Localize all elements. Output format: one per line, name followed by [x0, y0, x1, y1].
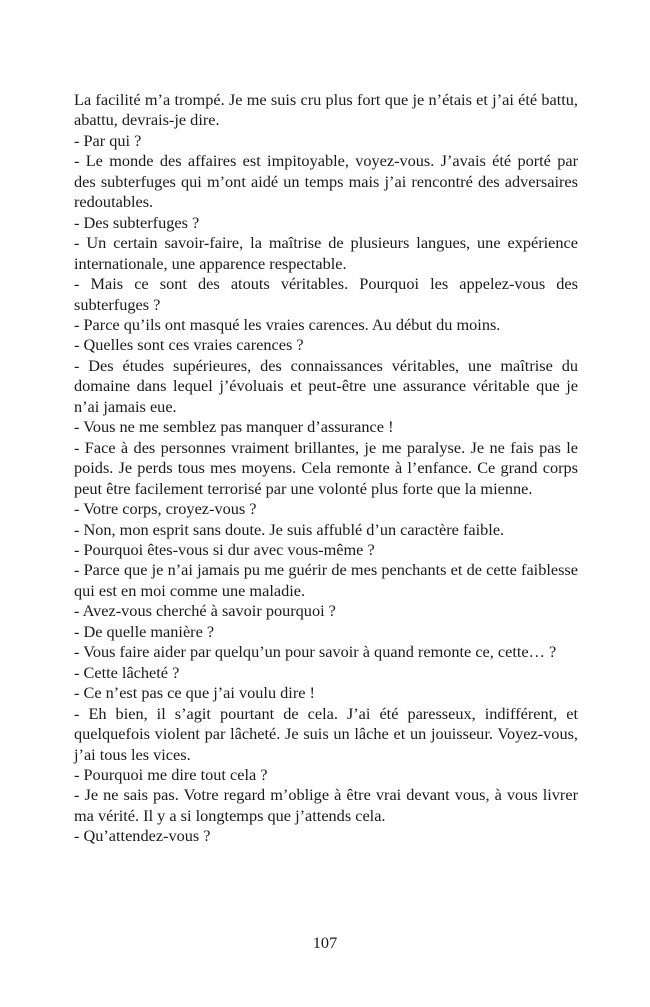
paragraph: - Pourquoi êtes-vous si dur avec vous-même ?	[74, 539, 375, 559]
paragraph: - Par qui ?	[74, 130, 142, 150]
paragraph: - Qu’attendez-vous ?	[74, 826, 211, 846]
paragraph: - Parce que je n’ai jamais pu me guérir de mes penchants et de cette faiblesse qui est en moi comme une maladie.	[74, 560, 578, 600]
paragraph: - Un certain savoir-faire, la maîtrise de plusieurs langues, une expérience internationale, une apparence respectable.	[74, 233, 578, 273]
paragraph: La facilité m’a trompé. Je me suis cru plus fort que je n’étais et j’ai été battu, abattu, devrais-je dire.	[74, 90, 578, 130]
paragraph: - Mais ce sont des atouts véritables. Pourquoi les appelez-vous des subterfuges ?	[74, 274, 578, 314]
paragraph: - Avez-vous cherché à savoir pourquoi ?	[74, 601, 336, 621]
paragraph: - Non, mon esprit sans doute. Je suis affublé d’un caractère faible.	[74, 519, 505, 539]
paragraph: - Je ne sais pas. Votre regard m’oblige à être vrai devant vous, à vous livrer ma vérité. Il y a si longtemps que j’attends cela.	[74, 785, 578, 825]
paragraph: - Votre corps, croyez-vous ?	[74, 499, 257, 519]
page-body	[74, 90, 578, 847]
paragraph: - Des études supérieures, des connaissances véritables, une maîtrise du domaine dans lequel j’évoluais et peut-être une assurance véritable que je n’ai jamais eue.	[74, 355, 578, 416]
paragraph: - Parce qu’ils ont masqué les vraies carences. Au début du moins.	[74, 314, 501, 334]
paragraph: - Vous faire aider par quelqu’un pour savoir à quand remonte ce, cette… ?	[74, 642, 557, 662]
paragraph: - Le monde des affaires est impitoyable, voyez-vous. J’avais été porté par des subterfuges qui m’ont aidé un temps mais j’ai rencontré des adversaires redoutables.	[74, 151, 578, 212]
page-number: 107	[312, 933, 338, 952]
paragraph: - Ce n’est pas ce que j’ai voulu dire !	[74, 683, 315, 703]
paragraph: - Pourquoi me dire tout cela ?	[74, 764, 268, 784]
paragraph: - De quelle manière ?	[74, 621, 215, 641]
paragraph: - Quelles sont ces vraies carences ?	[74, 335, 304, 355]
paragraph: - Des subterfuges ?	[74, 212, 200, 232]
paragraph: - Face à des personnes vraiment brillantes, je me paralyse. Je ne fais pas le poids. Je perds tous mes moyens. Cela remonte à l’enfance. Ce grand corps peut être facilement terrorisé par une volonté plus forte que la mienne.	[74, 437, 578, 498]
paragraph: - Eh bien, il s’agit pourtant de cela. J’ai été paresseux, indifférent, et quelquefois violent par lâcheté. Je suis un lâche et un jouisseur. Voyez-vous, j’ai tous les vices.	[74, 703, 578, 764]
paragraph: - Cette lâcheté ?	[74, 662, 180, 682]
paragraph: - Vous ne me semblez pas manquer d’assurance !	[74, 417, 394, 437]
